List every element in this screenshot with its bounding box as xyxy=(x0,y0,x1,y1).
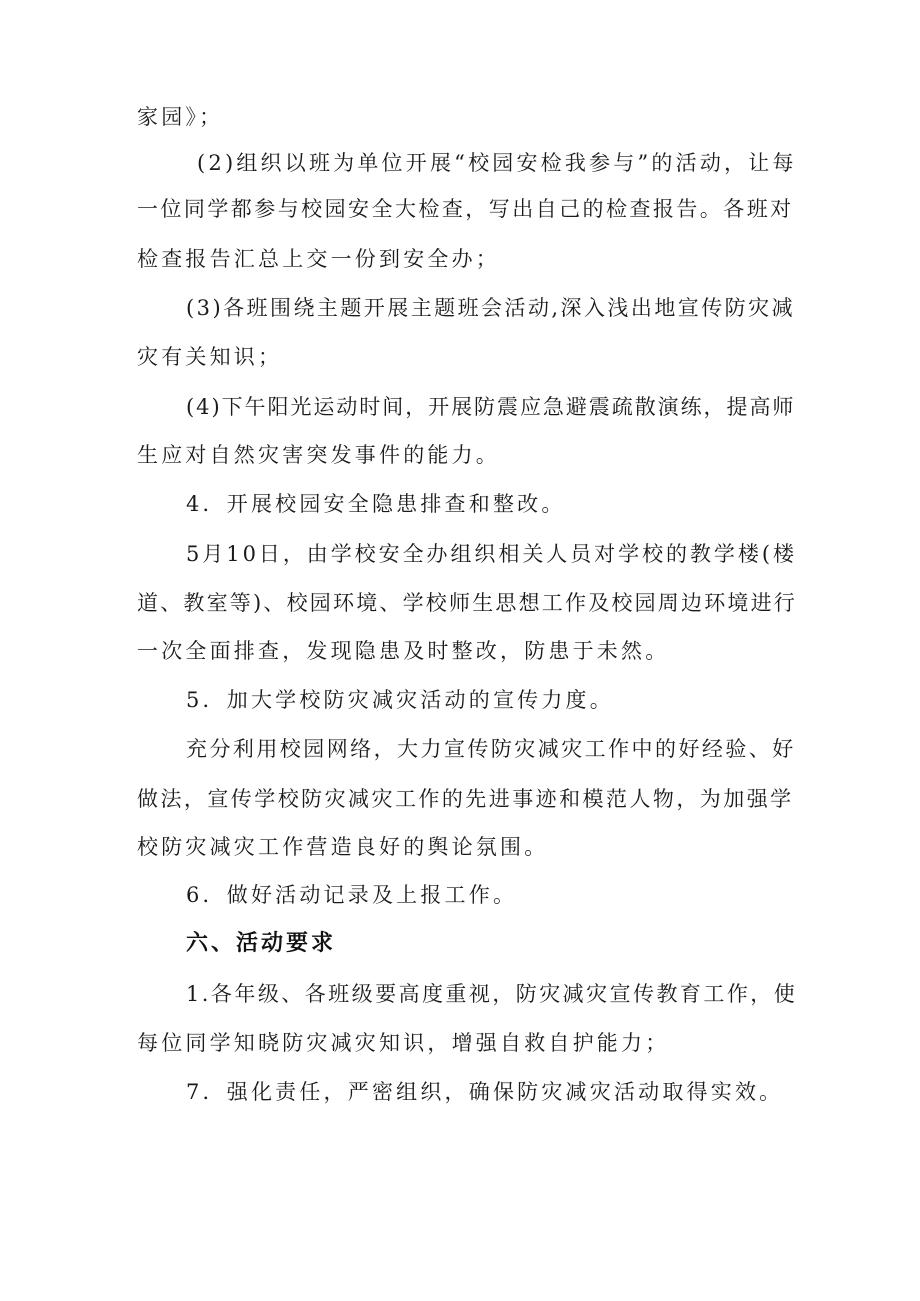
text-line: (2)组织以班为单位开展“校园安检我参与”的活动，让每 xyxy=(197,151,797,175)
text-line: (3)各班围绕主题开展主题班会活动,深入浅出地宣传防灾减 xyxy=(186,296,796,320)
text-line: (4)下午阳光运动时间，开展防震应急避震疏散演练，提高师 xyxy=(186,395,796,419)
text-line: 每位同学知晓防灾减灾知识，增强自救自护能力； xyxy=(137,1031,670,1055)
text-line: 充分利用校园网络，大力宣传防灾减灾工作中的好经验、好 xyxy=(186,737,796,761)
text-line: 检查报告汇总上交一份到安全办； xyxy=(137,247,500,271)
text-line: 校防灾减灾工作营造良好的舆论氛围。 xyxy=(137,835,549,859)
text-line: 4．开展校园安全隐患排查和整改。 xyxy=(186,492,566,516)
text-line: 一次全面排查，发现隐患及时整改，防患于未然。 xyxy=(137,639,670,663)
text-line: 1.各年级、各班级要高度重视，防灾减灾宣传教育工作，使 xyxy=(186,982,798,1006)
section-heading: 六、活动要求 xyxy=(186,931,337,956)
text-line: 道、教室等)、校园环境、学校师生思想工作及校园周边环境进行 xyxy=(137,591,797,615)
text-line: 生应对自然灾害突发事件的能力。 xyxy=(137,443,500,467)
text-line: 做法，宣传学校防灾减灾工作的先进事迹和模范人物，为加强学 xyxy=(137,787,794,811)
text-line: 5．加大学校防灾减灾活动的宣传力度。 xyxy=(186,688,614,712)
text-line: 7．强化责任，严密组织，确保防灾减灾活动取得实效。 xyxy=(186,1080,784,1104)
text-line: 灾有关知识； xyxy=(137,345,283,369)
text-line: 6．做好活动记录及上报工作。 xyxy=(186,883,518,907)
text-line: 5月10日，由学校安全办组织相关人员对学校的教学楼(楼 xyxy=(186,542,797,566)
text-line: 一位同学都参与校园安全大检查，写出自己的检查报告。各班对 xyxy=(137,197,794,221)
text-line: 家园》； xyxy=(137,105,224,129)
